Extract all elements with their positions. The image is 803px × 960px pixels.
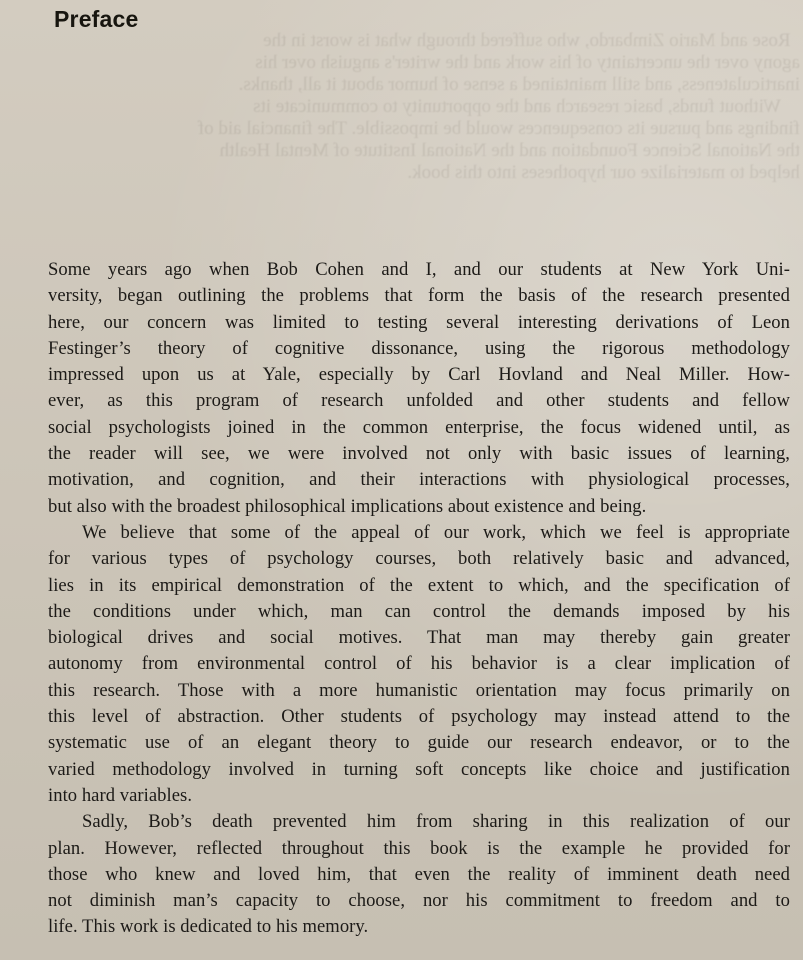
text-line: for various types of psychology courses, both relatively basic and advanced, [48, 548, 790, 570]
text-line: but also with the broadest philosophical implications about existence and being. [48, 495, 647, 517]
text-line: versity, began outlining the problems that form the basis of the research presented [48, 285, 790, 307]
text-line: impressed upon us at Yale, especially by Carl Hovland and Neal Miller. How- [48, 364, 790, 386]
text-line: systematic use of an elegant theory to guide our research endeavor, or to the [48, 732, 790, 754]
text-line: We believe that some of the appeal of our work, which we feel is appropriate [82, 521, 790, 543]
show-through-texture: Rose and Mario Zimbardo, who suffered through what is worst in the agony over the uncertainty of his work and the writer's anguish over his inarticulateness, and still maintained a sense of humor about it all, thanks. Without funds, basic research and the opportunity to communicate its findings and pursue its consequences would be impossible. The financial aid of the National Science Foundation and the National Institute of Mental Health helped to materialize our hypotheses into this book. [197, 30, 800, 183]
page-title: Preface [54, 6, 139, 32]
text-line: here, our concern was limited to testing several interesting derivations of Leon [48, 311, 790, 333]
text-line: the reader will see, we were involved not only with basic issues of learning, [48, 443, 790, 465]
text-line: Some years ago when Bob Cohen and I, and our students at New York Uni- [48, 259, 790, 280]
text-line: plan. However, reflected throughout this book is the example he provided for [48, 837, 790, 859]
preface-body [48, 257, 790, 941]
text-line: those who knew and loved him, that even the reality of imminent death need [48, 863, 790, 885]
text-line: into hard variables. [48, 784, 193, 806]
text-line: lies in its empirical demonstration of the extent to which, and the specification of [48, 574, 790, 596]
text-line: Festinger’s theory of cognitive dissonance, using the rigorous methodology [48, 337, 790, 359]
text-line: motivation, and cognition, and their interactions with physiological processes, [48, 469, 790, 491]
text-line: ever, as this program of research unfolded and other students and fellow [48, 390, 790, 412]
text-line: autonomy from environmental control of his behavior is a clear implication of [48, 653, 790, 675]
text-line: biological drives and social motives. That man may thereby gain greater [48, 627, 790, 649]
text-line: Sadly, Bob’s death prevented him from sharing in this realization of our [82, 811, 790, 833]
text-line: not diminish man’s capacity to choose, nor his commitment to freedom and to [48, 890, 790, 912]
text-line: the conditions under which, man can control the demands imposed by his [48, 600, 790, 622]
text-line: life. This work is dedicated to his memory. [48, 916, 369, 938]
text-line: this level of abstraction. Other students of psychology may instead attend to the [48, 706, 790, 728]
text-line: varied methodology involved in turning soft concepts like choice and justification [48, 758, 790, 780]
text-line: this research. Those with a more humanistic orientation may focus primarily on [48, 679, 790, 701]
text-line: social psychologists joined in the common enterprise, the focus widened until, as [48, 416, 790, 438]
